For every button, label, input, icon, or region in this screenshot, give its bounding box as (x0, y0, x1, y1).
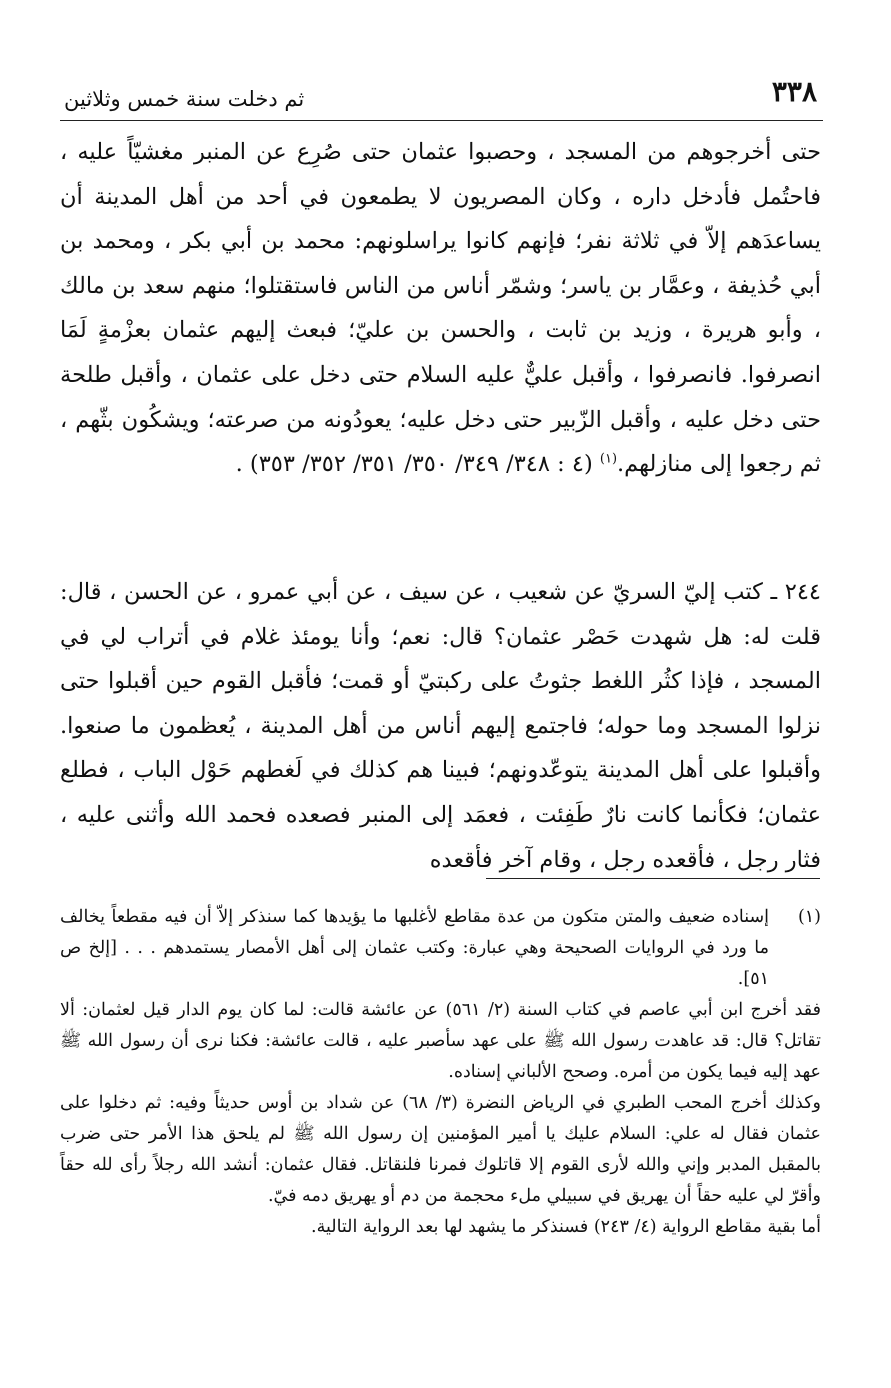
running-header (60, 72, 823, 121)
paragraph-1-text: حتى أخرجوهم من المسجد ، وحصبوا عثمان حتى صُرِع عن المنبر مغشيّاً عليه ، فاحتُمل فأدخل داره ، وكان المصريون لا يطمعون في أحد من أهل المدينة أن يساعدَهم إلاّ في ثلاثة نفر؛ فإنهم كانوا يراسلونهم: محمد بن أبي بكر ، ومحمد بن أبي حُذيفة ، وعمَّار بن ياسر؛ وشمّر أناس من الناس فاستقتلوا؛ منهم سعد بن مالك ، وأبو هريرة ، وزيد بن ثابت ، والحسن بن عليّ؛ فبعث إليهم عثمان بعزْمةٍ لَمَا انصرفوا. فانصرفوا ، وأقبل عليٌّ عليه السلام حتى دخل على عثمان ، وأقبل طلحة حتى دخل عليه ، وأقبل الزّبير حتى دخل عليه؛ يعودُونه من صرعته؛ ويشكُون بثّهم ، ثم رجعوا إلى منازلهم. (60, 139, 821, 478)
paragraph-1 (60, 130, 821, 487)
footnote-reference[interactable]: (١) (599, 451, 618, 467)
paragraph-2-text: ٢٤٤ ـ كتب إليّ السريّ عن شعيب ، عن سيف ، عن أبي عمرو ، عن الحسن ، قال: قلت له: هل شهدت حَصْر عثمان؟ قال: نعم؛ وأنا يومئذ غلام في أتراب لي في المسجد ، فإذا كثُر اللغط جثوتُ على ركبتيّ أو قمت؛ فأقبل القوم حين أقبلوا حتى نزلوا المسجد وما حوله؛ فاجتمع إليهم أناس من أهل المدينة ، يُعظمون ما صنعوا. وأقبلوا على أهل المدينة يتوعّدونهم؛ فبينا هم كذلك في لَغطهم حَوْل الباب ، فطلع عثمان؛ فكأنما كانت نارٌ طَفِئت ، فعمَد إلى المنبر فصعده فحمد الله وأثنى عليه ، فثار رجل ، فأقعده رجل ، وقام آخر فأقعده (60, 579, 821, 873)
footnote-1 (60, 902, 821, 995)
footnote-paragraph-2: فقد أخرج ابن أبي عاصم في كتاب السنة (٢/ ٥٦١) عن عائشة قالت: لما كان يوم الدار قيل لعثمان: ألا تقاتل؟ قال: قد عاهدت رسول الله ﷺ على عهد سأصبر عليه ، قالت عائشة: فكنا نرى أن رسول الله ﷺ عهد إليه فيما يكون من أمره. وصحح الألباني إسناده. (60, 1000, 821, 1082)
footnote-1-text: إسناده ضعيف والمتن متكون من عدة مقاطع لأغلبها ما يؤيدها كما سنذكر إلاّ أن فيه مقطعاً يخالف ما ورد في الروايات الصحيحة وهي عبارة: وكتب عثمان إلى أهل الأمصار يستمدهم . . . [إلخ ص ٥١]. (60, 907, 769, 989)
footnote-paragraph-3: وكذلك أخرج المحب الطبري في الرياض النضرة (٣/ ٦٨) عن شداد بن أوس حديثاً وفيه: ثم دخلوا على عثمان فقال له علي: السلام عليك يا أمير المؤمنين إن رسول الله ﷺ لم يلحق هذا الأمر حتى ضرب بالمقبل المدبر وإني والله لأرى القوم إلا قاتلوك فمرنا فلنقاتل. فقال عثمان: أنشد الله رجلاً رأى لله حقاً وأقرّ لي عليه حقاً أن يهريق في سبيلي ملء محجمة من دم أو يهريق دمه فيّ. (60, 1093, 821, 1206)
footnote-marker: (١) (797, 907, 821, 927)
paragraph-2 (60, 570, 821, 882)
footnote-paragraph-4: أما بقية مقاطع الرواية (٤/ ٢٤٣) فسنذكر ما يشهد لها بعد الرواية التالية. (311, 1217, 821, 1237)
source-references: (٤ : ٣٤٨/ ٣٤٩/ ٣٥٠/ ٣٥١/ ٣٥٢/ ٣٥٣) . (235, 451, 593, 478)
page-number: ٣٣٨ (771, 75, 817, 108)
footnote-separator (486, 878, 820, 879)
header-title: ثم دخلت سنة خمس وثلاثين (64, 87, 305, 111)
footnotes (60, 902, 821, 1243)
